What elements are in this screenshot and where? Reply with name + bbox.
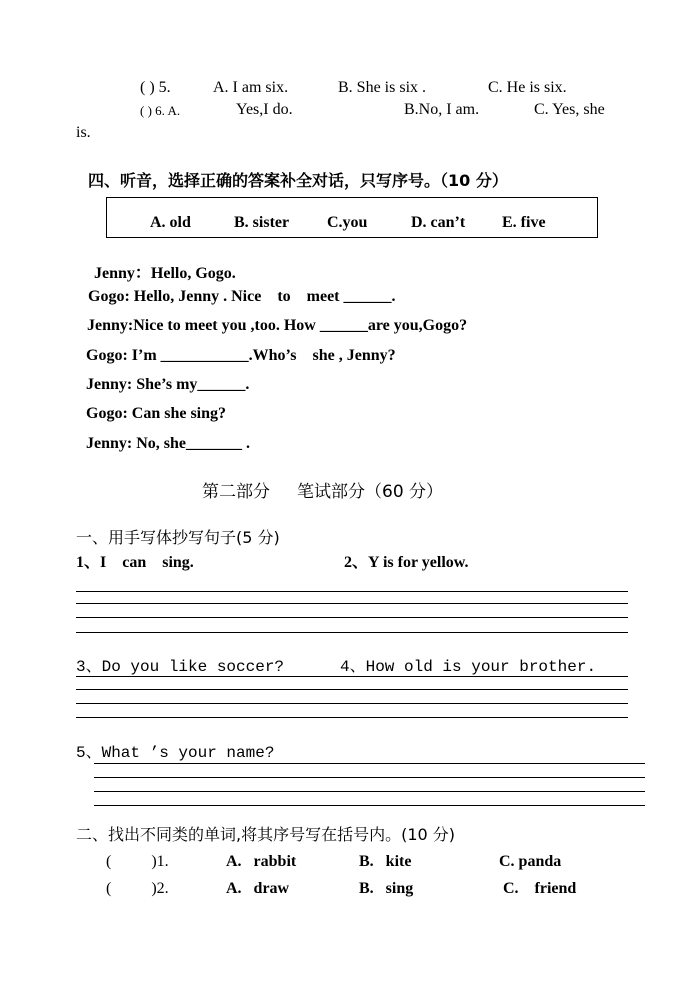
writing-line (76, 689, 628, 690)
writing-line (76, 717, 628, 718)
q5-option-b: B. She is six . (338, 79, 427, 96)
dialogue-line: Jenny:Nice to meet you ,too. How ______are you,Gogo? (87, 317, 468, 334)
writing-line (76, 632, 628, 633)
q6-option-a: Yes,I do. (236, 101, 293, 118)
odd-row-1-paren: ( )1. (106, 853, 169, 870)
odd-row-1-option-c: C. panda (499, 853, 562, 870)
dialogue-line: Gogo: Can she sing? (86, 405, 227, 422)
writing-line (76, 591, 628, 592)
odd-row-1-option-b: B. kite (359, 853, 412, 870)
copy-section-title: 一、用手写体抄写句子(5 分) (76, 528, 280, 547)
odd-row-2-option-b: B. sing (359, 880, 414, 897)
odd-row-1-option-a: A. rabbit (226, 853, 297, 870)
part2-heading: 第二部分 笔试部分（60 分） (202, 482, 444, 502)
writing-line (94, 791, 645, 792)
dialogue-line: Jenny：Hello, Gogo. (94, 265, 236, 282)
option-e: E. five (502, 214, 546, 231)
dialogue-line: Jenny: She’s my______. (86, 376, 250, 393)
writing-line (94, 763, 645, 764)
odd-section-title: 二、找出不同类的单词,将其序号写在括号内。(10 分) (76, 825, 456, 844)
writing-line (76, 676, 628, 677)
q5-paren: ( ) 5. (140, 79, 171, 96)
q5-option-c: C. He is six. (488, 79, 567, 96)
option-d: D. can’t (411, 214, 466, 231)
q6-wrap-text: is. (76, 124, 91, 141)
copy-sentence-2: 2、Y is for yellow. (344, 554, 469, 571)
writing-line (76, 617, 628, 618)
q6-option-c: C. Yes, she (534, 101, 605, 118)
q6-option-b: B.No, I am. (404, 101, 480, 118)
odd-row-2-option-c: C. friend (503, 880, 577, 897)
copy-sentence-3: 3、Do you like soccer? (76, 658, 285, 676)
odd-row-2-paren: ( )2. (106, 880, 169, 897)
option-b: B. sister (234, 214, 290, 231)
q5-option-a: A. I am six. (213, 79, 289, 96)
dialogue-line: Gogo: Hello, Jenny . Nice to meet ______. (88, 288, 396, 305)
dialogue-line: Gogo: I’m ___________.Who’s she , Jenny? (86, 347, 396, 364)
writing-line (94, 805, 645, 806)
dialogue-line: Jenny: No, she_______ . (86, 435, 251, 452)
q6-paren: ( ) 6. A. (140, 103, 181, 118)
writing-line (94, 777, 645, 778)
option-a: A. old (150, 214, 191, 231)
copy-sentence-1: 1、I can sing. (76, 554, 194, 571)
odd-row-2-option-a: A. draw (226, 880, 290, 897)
writing-line (76, 603, 628, 604)
writing-line (76, 703, 628, 704)
copy-sentence-4: 4、How old is your brother. (340, 658, 597, 676)
section4-title: 四、听音，选择正确的答案补全对话，只写序号。（10 分） (88, 171, 508, 190)
copy-sentence-5: 5、What ’s your name? (76, 744, 275, 762)
option-c: C.you (327, 214, 368, 231)
